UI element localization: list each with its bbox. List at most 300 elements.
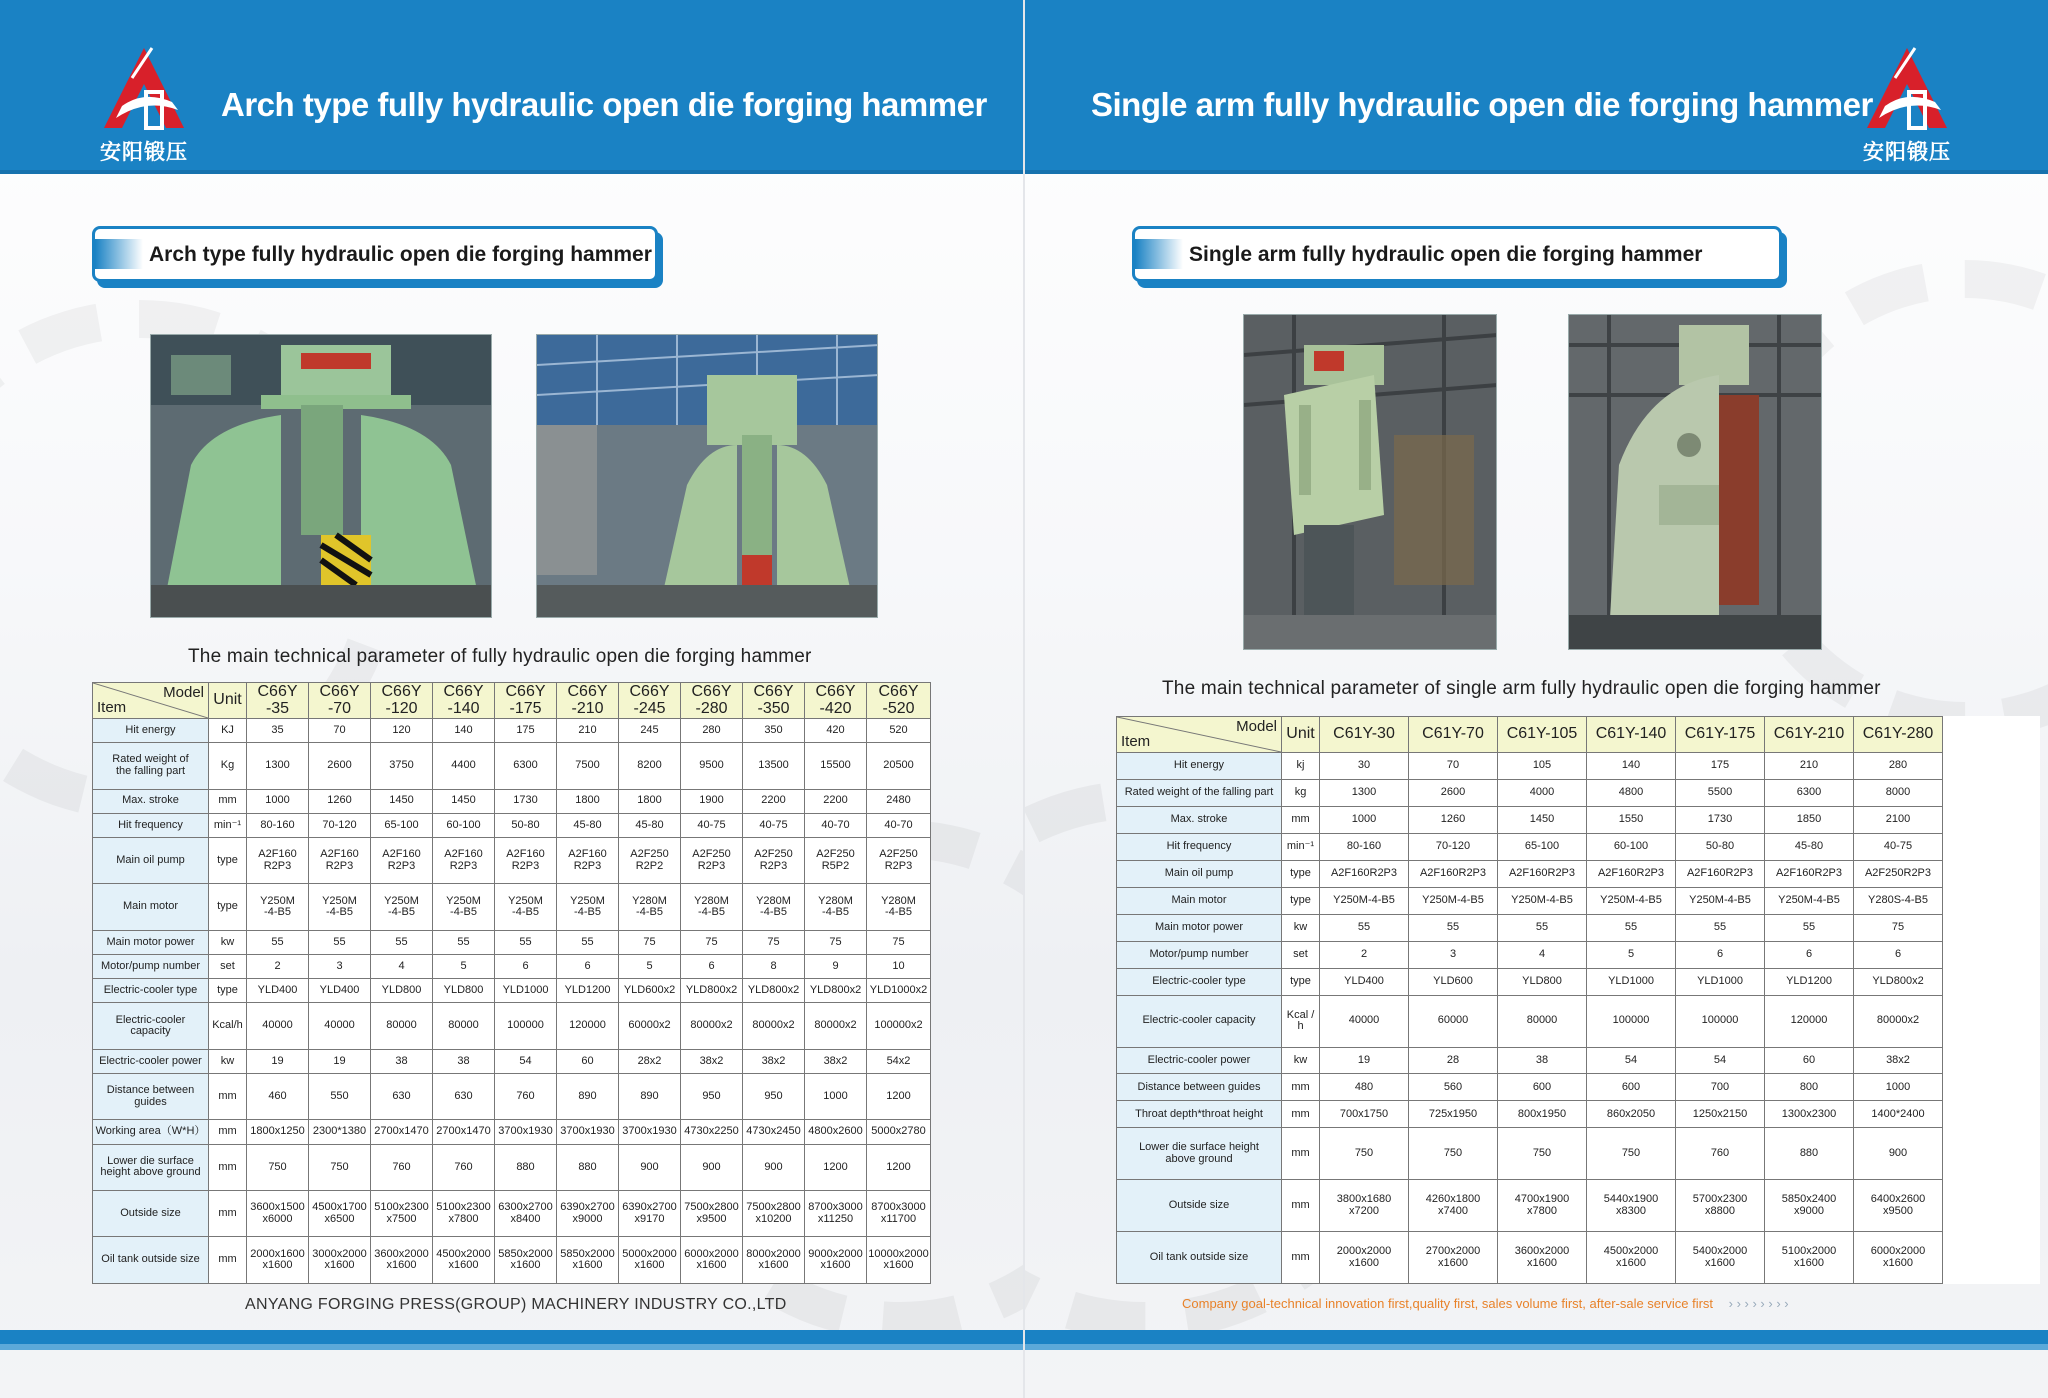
spec-value-cell: 80000 (433, 1003, 495, 1049)
spec-value-cell: 630 (371, 1073, 433, 1119)
left-page (0, 0, 1023, 1398)
spec-value-cell: 890 (619, 1073, 681, 1119)
spec-value-cell: YLD800x2 (1854, 968, 1943, 995)
spec-value-cell: Y250M -4-B5 (557, 884, 619, 930)
spec-value-cell: 560 (1409, 1074, 1498, 1101)
spec-value-cell: 4800 (1587, 779, 1676, 806)
spec-value-cell: 75 (743, 930, 805, 954)
table-row (93, 1120, 931, 1144)
spec-value-cell: 75 (619, 930, 681, 954)
spec-value-cell: 80000 (371, 1003, 433, 1049)
spec-value-cell: A2F160R2P3 (1676, 860, 1765, 887)
table-row (1117, 1180, 2040, 1232)
spec-value-cell: A2F160 R2P3 (247, 837, 309, 883)
spec-value-cell: 6390x2700 x9170 (619, 1191, 681, 1237)
spec-value-cell: 4500x2000 x1600 (433, 1237, 495, 1284)
row-item-label: Main motor (1117, 887, 1282, 914)
spec-value-cell: Y280M -4-B5 (619, 884, 681, 930)
spec-value-cell: 6300x2700 x8400 (495, 1191, 557, 1237)
spec-value-cell: A2F160R2P3 (1320, 860, 1409, 887)
model-header: C66Y -280 (681, 683, 743, 719)
row-unit: type (1282, 860, 1320, 887)
spec-value-cell: 2600 (1409, 779, 1498, 806)
company-footer: ANYANG FORGING PRESS(GROUP) MACHINERY INDUSTRY CO.,LTD (245, 1296, 787, 1313)
spec-value-cell: 5400x2000 x1600 (1676, 1232, 1765, 1284)
table-caption: The main technical parameter of single arm fully hydraulic open die forging hammer (1162, 678, 1881, 699)
spec-value-cell: 4700x1900 x7800 (1498, 1180, 1587, 1232)
row-unit: kw (1282, 914, 1320, 941)
table-row (1117, 887, 2040, 914)
model-header: C66Y -245 (619, 683, 681, 719)
row-unit: type (209, 884, 247, 930)
row-item-label: Motor/pump number (93, 955, 209, 979)
spec-value-cell: 105 (1498, 753, 1587, 780)
table-row (93, 789, 931, 813)
spec-value-cell: Y250M-4-B5 (1765, 887, 1854, 914)
spec-value-cell: 60 (1765, 1047, 1854, 1074)
spec-value-cell: 3700x1930 (557, 1120, 619, 1144)
spec-value-cell: A2F250 R2P3 (867, 837, 931, 883)
arch-hammer-photo-1 (150, 334, 492, 618)
spec-value-cell: 4730x2250 (681, 1120, 743, 1144)
logo-chinese-name: 安阳锻压 (100, 140, 188, 164)
spec-value-cell: 4500x2000 x1600 (1587, 1232, 1676, 1284)
spec-value-cell: 4 (371, 955, 433, 979)
spec-value-cell: 2700x2000 x1600 (1409, 1232, 1498, 1284)
spec-value-cell: 1200 (867, 1073, 931, 1119)
row-unit: Kcal / h (1282, 995, 1320, 1047)
row-item-label: Electric-cooler capacity (1117, 995, 1282, 1047)
spec-value-cell: 520 (867, 719, 931, 743)
spec-value-cell: A2F250 R2P3 (743, 837, 805, 883)
row-unit: mm (209, 1120, 247, 1144)
spec-value-cell: 5000x2000 x1600 (619, 1237, 681, 1284)
spec-value-cell: A2F250R2P3 (1854, 860, 1943, 887)
table-row (93, 1237, 931, 1284)
spec-value-cell: 750 (1587, 1128, 1676, 1180)
spec-value-cell: Y280M -4-B5 (867, 884, 931, 930)
table-row (93, 743, 931, 789)
spec-value-cell: 45-80 (557, 813, 619, 837)
spec-value-cell: 45-80 (619, 813, 681, 837)
spec-value-cell: 5 (619, 955, 681, 979)
spec-value-cell: 1300 (1320, 779, 1409, 806)
spec-value-cell: 1730 (495, 789, 557, 813)
spec-value-cell: 210 (1765, 753, 1854, 780)
spec-value-cell: YLD800 (371, 979, 433, 1003)
row-item-label: Outside size (1117, 1180, 1282, 1232)
table-row (1117, 779, 2040, 806)
table-row (93, 837, 931, 883)
section-title-box (1132, 226, 1782, 282)
spec-value-cell: 60 (557, 1049, 619, 1073)
spec-value-cell: 5850x2000 x1600 (557, 1237, 619, 1284)
spec-value-cell: 760 (1676, 1128, 1765, 1180)
spec-value-cell: 6300 (1765, 779, 1854, 806)
spec-value-cell: 40000 (1320, 995, 1409, 1047)
spec-value-cell: 2100 (1854, 806, 1943, 833)
left-spec-table (92, 682, 931, 1284)
spec-value-cell: 1200 (867, 1144, 931, 1190)
model-header: C66Y -420 (805, 683, 867, 719)
spec-value-cell: 10 (867, 955, 931, 979)
spec-value-cell: 1260 (309, 789, 371, 813)
spec-value-cell: 2480 (867, 789, 931, 813)
spec-value-cell: 80000x2 (805, 1003, 867, 1049)
table-row (1117, 1047, 2040, 1074)
spec-value-cell: 80000x2 (681, 1003, 743, 1049)
spec-value-cell: 480 (1320, 1074, 1409, 1101)
spec-value-cell: 38x2 (805, 1049, 867, 1073)
spec-value-cell: 890 (557, 1073, 619, 1119)
spec-value-cell: 750 (1320, 1128, 1409, 1180)
table-row (1117, 806, 2040, 833)
spec-value-cell: 20500 (867, 743, 931, 789)
table-row (93, 884, 931, 930)
spec-value-cell: 760 (495, 1073, 557, 1119)
row-unit: Kg (209, 743, 247, 789)
spec-value-cell: 60-100 (1587, 833, 1676, 860)
spec-value-cell: 75 (681, 930, 743, 954)
spec-value-cell: 600 (1498, 1074, 1587, 1101)
spec-value-cell: 5500 (1676, 779, 1765, 806)
company-logo (92, 44, 196, 162)
spec-value-cell: 80000 (1498, 995, 1587, 1047)
spec-value-cell: 1300x2300 (1765, 1101, 1854, 1128)
spec-value-cell: 80000x2 (743, 1003, 805, 1049)
spec-value-cell: 6000x2000 x1600 (1854, 1232, 1943, 1284)
table-row (1117, 833, 2040, 860)
spec-value-cell: 4730x2450 (743, 1120, 805, 1144)
spec-value-cell: Y280M -4-B5 (743, 884, 805, 930)
row-unit: type (1282, 968, 1320, 995)
table-row (93, 1144, 931, 1190)
spec-value-cell: 2200 (743, 789, 805, 813)
spec-value-cell: 9000x2000 x1600 (805, 1237, 867, 1284)
spec-value-cell: 880 (557, 1144, 619, 1190)
spec-value-cell: A2F250 R5P2 (805, 837, 867, 883)
spec-value-cell: YLD400 (247, 979, 309, 1003)
spec-value-cell: 55 (371, 930, 433, 954)
spec-value-cell: Y280M -4-B5 (805, 884, 867, 930)
spec-value-cell: 8000 (1854, 779, 1943, 806)
spec-value-cell: 5 (433, 955, 495, 979)
spec-value-cell: 1250x2150 (1676, 1101, 1765, 1128)
footer-bar (0, 1330, 1023, 1344)
spec-value-cell: 725x1950 (1409, 1101, 1498, 1128)
spec-value-cell: A2F160 R2P3 (557, 837, 619, 883)
spec-value-cell: 100000 (495, 1003, 557, 1049)
corner-item-label: Item (1121, 733, 1151, 751)
spec-value-cell: YLD400 (1320, 968, 1409, 995)
table-row (1117, 1074, 2040, 1101)
spec-value-cell: 60-100 (433, 813, 495, 837)
row-unit: min⁻¹ (1282, 833, 1320, 860)
spec-value-cell: YLD1000 (495, 979, 557, 1003)
spec-value-cell: 800 (1765, 1074, 1854, 1101)
page-title: Single arm fully hydraulic open die forging hammer (1091, 86, 1873, 123)
row-unit: mm (1282, 1180, 1320, 1232)
row-item-label: Max. stroke (1117, 806, 1282, 833)
spec-value-cell: 55 (309, 930, 371, 954)
spec-value-cell: 40-75 (1854, 833, 1943, 860)
spec-value-cell: YLD800x2 (805, 979, 867, 1003)
spec-value-cell: 5 (1587, 941, 1676, 968)
spec-value-cell: 3750 (371, 743, 433, 789)
spec-value-cell: 50-80 (1676, 833, 1765, 860)
spec-value-cell: A2F250 R2P3 (681, 837, 743, 883)
spec-value-cell: 19 (1320, 1047, 1409, 1074)
spec-value-cell: 40-75 (743, 813, 805, 837)
spec-value-cell: YLD600 (1409, 968, 1498, 995)
spec-value-cell: Y280S-4-B5 (1854, 887, 1943, 914)
spec-value-cell: 3700x1930 (619, 1120, 681, 1144)
spec-value-cell: 700x1750 (1320, 1101, 1409, 1128)
spec-value-cell: 3 (309, 955, 371, 979)
spec-value-cell: 19 (247, 1049, 309, 1073)
spec-value-cell: 750 (1498, 1128, 1587, 1180)
spec-value-cell: 1000 (805, 1073, 867, 1119)
spec-value-cell: YLD1000x2 (867, 979, 931, 1003)
spec-value-cell: 55 (557, 930, 619, 954)
spec-value-cell: 9500 (681, 743, 743, 789)
spec-value-cell: 55 (1498, 914, 1587, 941)
spec-value-cell: 4260x1800 x7400 (1409, 1180, 1498, 1232)
row-item-label: Outside size (93, 1191, 209, 1237)
spec-value-cell: 7500x2800 x9500 (681, 1191, 743, 1237)
spec-value-cell: 3600x1500 x6000 (247, 1191, 309, 1237)
row-item-label: Main motor power (93, 930, 209, 954)
table-corner-cell (1117, 717, 1282, 753)
spec-value-cell: A2F160 R2P3 (433, 837, 495, 883)
spec-value-cell: 6390x2700 x9000 (557, 1191, 619, 1237)
spec-value-cell: 65-100 (371, 813, 433, 837)
row-item-label: Max. stroke (93, 789, 209, 813)
section-title: Single arm fully hydraulic open die forging hammer (1189, 243, 1703, 266)
row-unit: kj (1282, 753, 1320, 780)
table-row (93, 979, 931, 1003)
spec-value-cell: A2F160 R2P3 (495, 837, 557, 883)
spec-value-cell: 1550 (1587, 806, 1676, 833)
spec-value-cell: 28x2 (619, 1049, 681, 1073)
spec-value-cell: 45-80 (1765, 833, 1854, 860)
spec-value-cell: 1000 (1854, 1074, 1943, 1101)
logo-chinese-name: 安阳锻压 (1863, 140, 1951, 164)
table-row (93, 1191, 931, 1237)
spec-value-cell: 60000 (1409, 995, 1498, 1047)
spec-value-cell: 2 (1320, 941, 1409, 968)
single-arm-hammer-photo-2 (1568, 314, 1822, 650)
table-row (93, 1049, 931, 1073)
spec-value-cell: 2200 (805, 789, 867, 813)
row-item-label: Rated weight of the falling part (93, 743, 209, 789)
spec-value-cell: 3 (1409, 941, 1498, 968)
spec-value-cell: 5000x2780 (867, 1120, 931, 1144)
row-item-label: Hit energy (1117, 753, 1282, 780)
spec-value-cell: 55 (1587, 914, 1676, 941)
table-row (1117, 968, 2040, 995)
spec-value-cell: 13500 (743, 743, 805, 789)
spec-value-cell: 15500 (805, 743, 867, 789)
row-unit: kw (1282, 1047, 1320, 1074)
spec-value-cell: 1450 (1498, 806, 1587, 833)
spec-value-cell: 4400 (433, 743, 495, 789)
row-unit: kg (1282, 779, 1320, 806)
spec-value-cell: 80-160 (247, 813, 309, 837)
spec-value-cell: 5100x2300 x7800 (433, 1191, 495, 1237)
spec-value-cell: 2000x2000 x1600 (1320, 1232, 1409, 1284)
spec-value-cell: 54 (1587, 1047, 1676, 1074)
right-spec-table (1116, 716, 2040, 1284)
corner-model-label: Model (1236, 718, 1277, 735)
spec-value-cell: 245 (619, 719, 681, 743)
spec-value-cell: 1260 (1409, 806, 1498, 833)
spec-value-cell: A2F160R2P3 (1587, 860, 1676, 887)
spec-value-cell: 1450 (371, 789, 433, 813)
section-title: Arch type fully hydraulic open die forging hammer (149, 243, 652, 266)
spec-value-cell: 3600x2000 x1600 (1498, 1232, 1587, 1284)
page-title: Arch type fully hydraulic open die forging hammer (221, 86, 987, 123)
spec-value-cell: A2F250 R2P2 (619, 837, 681, 883)
arch-hammer-photo-2 (536, 334, 878, 618)
row-unit: mm (1282, 1101, 1320, 1128)
model-header: C61Y-70 (1409, 717, 1498, 753)
table-row (1117, 914, 2040, 941)
footer-bar (1025, 1330, 2048, 1344)
spec-value-cell: 950 (743, 1073, 805, 1119)
spec-value-cell: 3000x2000 x1600 (309, 1237, 371, 1284)
model-header: C66Y -520 (867, 683, 931, 719)
row-unit: mm (209, 1237, 247, 1284)
spec-value-cell: 75 (867, 930, 931, 954)
spec-value-cell: 2 (247, 955, 309, 979)
spec-value-cell: 880 (1765, 1128, 1854, 1180)
unit-header: Unit (1282, 717, 1320, 753)
row-unit: set (209, 955, 247, 979)
spec-value-cell: 5100x2300 x7500 (371, 1191, 433, 1237)
spec-value-cell: 1850 (1765, 806, 1854, 833)
header-band-edge (0, 170, 1023, 174)
spec-value-cell: 120 (371, 719, 433, 743)
row-item-label: Motor/pump number (1117, 941, 1282, 968)
spec-value-cell: Y280M -4-B5 (681, 884, 743, 930)
spec-value-cell: 2700x1470 (433, 1120, 495, 1144)
spec-value-cell: 54 (495, 1049, 557, 1073)
spec-value-cell: Y250M-4-B5 (1320, 887, 1409, 914)
spec-value-cell: Y250M -4-B5 (495, 884, 557, 930)
spec-value-cell: 38x2 (743, 1049, 805, 1073)
spec-value-cell: 630 (433, 1073, 495, 1119)
spec-value-cell: A2F160R2P3 (1409, 860, 1498, 887)
table-header-row (1117, 717, 2040, 753)
row-item-label: Rated weight of the falling part (1117, 779, 1282, 806)
table-caption: The main technical parameter of fully hydraulic open die forging hammer (188, 646, 812, 667)
spec-value-cell: 4 (1498, 941, 1587, 968)
row-unit: kw (209, 1049, 247, 1073)
row-item-label: Main motor (93, 884, 209, 930)
spec-value-cell: 1400*2400 (1854, 1101, 1943, 1128)
row-item-label: Electric-cooler power (93, 1049, 209, 1073)
spec-value-cell: 40000 (247, 1003, 309, 1049)
spec-value-cell: 600 (1587, 1074, 1676, 1101)
spec-value-cell: YLD400 (309, 979, 371, 1003)
spec-value-cell: 65-100 (1498, 833, 1587, 860)
section-title-box (92, 226, 658, 282)
row-unit: mm (209, 1191, 247, 1237)
row-unit: kw (209, 930, 247, 954)
row-item-label: Lower die surface height above ground (93, 1144, 209, 1190)
model-header: C66Y -140 (433, 683, 495, 719)
spec-value-cell: Y250M -4-B5 (371, 884, 433, 930)
spec-value-cell: Y250M -4-B5 (433, 884, 495, 930)
spec-value-cell: 54 (1676, 1047, 1765, 1074)
spec-value-cell: 550 (309, 1073, 371, 1119)
spec-value-cell: 4000 (1498, 779, 1587, 806)
spec-value-cell: 40-75 (681, 813, 743, 837)
corner-model-label: Model (163, 684, 204, 701)
table-row (93, 719, 931, 743)
row-item-label: Lower die surface height above ground (1117, 1128, 1282, 1180)
row-item-label: Electric-cooler power (1117, 1047, 1282, 1074)
row-item-label: Hit frequency (1117, 833, 1282, 860)
spec-value-cell: 6 (1854, 941, 1943, 968)
row-unit: KJ (209, 719, 247, 743)
spec-value-cell: 50-80 (495, 813, 557, 837)
spec-value-cell: 7500x2800 x10200 (743, 1191, 805, 1237)
right-page (1025, 0, 2048, 1398)
spec-value-cell: 1900 (681, 789, 743, 813)
spec-value-cell: 100000 (1587, 995, 1676, 1047)
spec-value-cell: 5850x2400 x9000 (1765, 1180, 1854, 1232)
spec-value-cell: YLD1000 (1676, 968, 1765, 995)
spec-value-cell: 5440x1900 x8300 (1587, 1180, 1676, 1232)
spec-value-cell: YLD800 (433, 979, 495, 1003)
spec-value-cell: 60000x2 (619, 1003, 681, 1049)
spec-value-cell: 1300 (247, 743, 309, 789)
section-title-accent (95, 239, 143, 269)
company-logo (1855, 44, 1959, 162)
spec-value-cell: 38 (1498, 1047, 1587, 1074)
spec-value-cell: 5850x2000 x1600 (495, 1237, 557, 1284)
spec-value-cell: 900 (743, 1144, 805, 1190)
spec-value-cell: 55 (495, 930, 557, 954)
spec-value-cell: 6 (681, 955, 743, 979)
spec-value-cell: 75 (805, 930, 867, 954)
spec-value-cell: 460 (247, 1073, 309, 1119)
row-item-label: Main motor power (1117, 914, 1282, 941)
spec-value-cell: 55 (1409, 914, 1498, 941)
spec-value-cell: 38 (371, 1049, 433, 1073)
spec-value-cell: 120000 (557, 1003, 619, 1049)
spec-value-cell: 70 (309, 719, 371, 743)
row-unit: mm (209, 1073, 247, 1119)
spec-value-cell: 55 (247, 930, 309, 954)
spec-value-cell: YLD800 (1498, 968, 1587, 995)
single-arm-hammer-photo-1 (1243, 314, 1497, 650)
footer-strip (1025, 1344, 2048, 1350)
spec-value-cell: Y250M -4-B5 (247, 884, 309, 930)
row-unit: mm (209, 1144, 247, 1190)
spec-value-cell: YLD800x2 (681, 979, 743, 1003)
footer-strip (0, 1344, 1023, 1350)
spec-value-cell: 1200 (805, 1144, 867, 1190)
spec-value-cell: 700 (1676, 1074, 1765, 1101)
spec-value-cell: 8 (743, 955, 805, 979)
row-unit: mm (1282, 806, 1320, 833)
spec-value-cell: 80000x2 (1854, 995, 1943, 1047)
spec-value-cell: YLD600x2 (619, 979, 681, 1003)
spec-value-cell: 880 (495, 1144, 557, 1190)
